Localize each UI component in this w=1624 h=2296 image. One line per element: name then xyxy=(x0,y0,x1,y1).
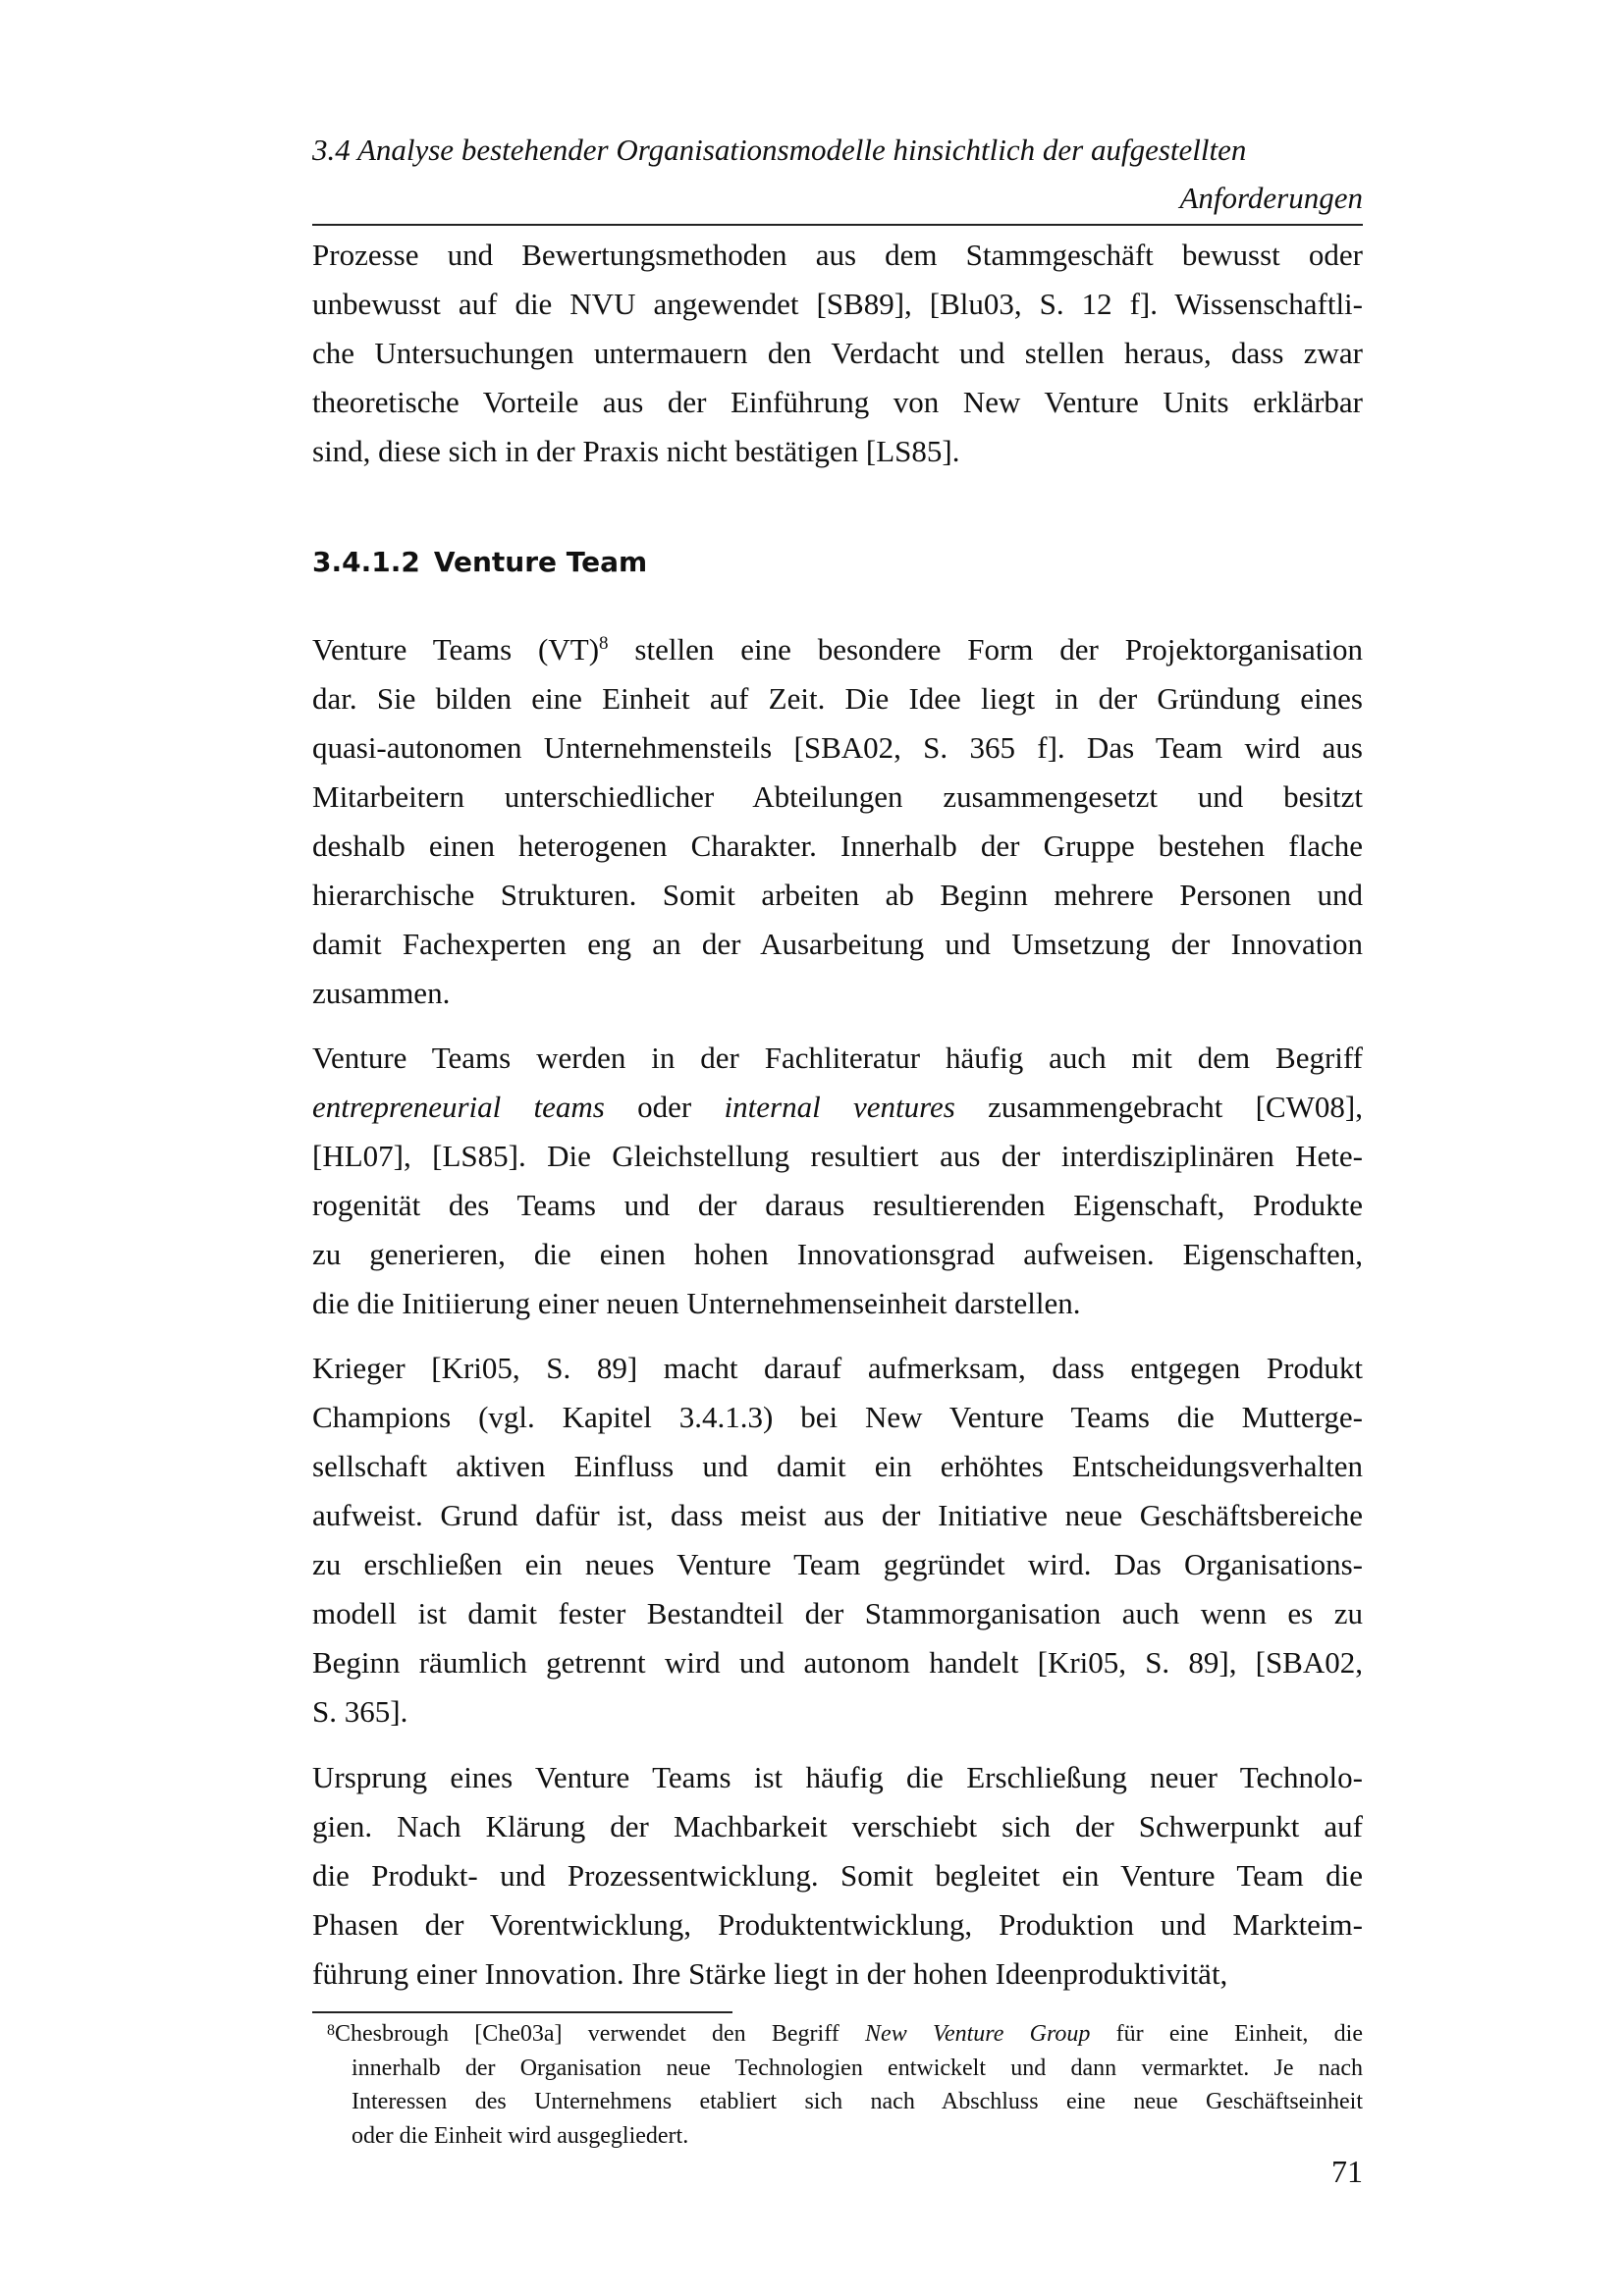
running-header-line: 3.4 Analyse bestehender Organisationsmodelle hinsichtlich der aufgestellten xyxy=(312,133,1247,167)
text-run: gien. Nach Klärung der Machbarkeit verschiebt sich der Schwerpunkt auf xyxy=(312,1809,1363,1843)
text-run: Chesbrough [Che03a] verwendet den Begriff xyxy=(335,2021,866,2047)
text-line xyxy=(312,231,1363,280)
text-line xyxy=(312,280,1363,329)
text-run: Krieger [Kri05, S. 89] macht darauf aufmerksam, dass entgegen Produkt xyxy=(312,1351,1363,1385)
footnote xyxy=(327,2017,1363,2153)
footnote-rule xyxy=(312,2011,732,2013)
text-line xyxy=(312,378,1363,427)
text-run: modell ist damit fester Bestandteil der Stammorganisation auch wenn es zu xyxy=(312,1596,1363,1630)
text-run: damit Fachexperten eng an der Ausarbeitung und Umsetzung der Innovation xyxy=(312,927,1363,961)
text-line xyxy=(312,1132,1363,1181)
header-rule xyxy=(312,224,1363,226)
footnote-line xyxy=(352,2085,1363,2119)
footnote-line xyxy=(327,2017,1363,2052)
text-line xyxy=(312,329,1363,378)
emphasis-text: entrepreneurial teams xyxy=(312,1090,605,1124)
section-title: Venture Team xyxy=(433,546,648,578)
text-run: Beginn räumlich getrennt wird und autonom handelt [Kri05, S. 89], [SBA02, xyxy=(312,1645,1363,1680)
text-line xyxy=(312,1393,1363,1442)
text-run: [HL07], [LS85]. Die Gleichstellung resultiert aus der interdisziplinären Hete- xyxy=(312,1139,1363,1173)
text-line xyxy=(312,822,1363,871)
text-run: Venture Teams werden in der Fachliteratur häufig auch mit dem Begriff xyxy=(312,1041,1363,1075)
text-line xyxy=(312,1589,1363,1638)
text-line xyxy=(312,1034,1363,1083)
text-line xyxy=(312,1344,1363,1393)
text-line xyxy=(312,674,1363,723)
text-line xyxy=(312,1638,1363,1687)
text-line xyxy=(312,969,1363,1018)
text-line xyxy=(312,1851,1363,1900)
text-line xyxy=(312,773,1363,822)
section-heading xyxy=(312,540,647,585)
text-run: Interessen des Unternehmens etabliert sich nach Abschluss eine neue Geschäftseinheit xyxy=(352,2089,1363,2114)
running-header xyxy=(312,126,1363,222)
text-run: zusammen. xyxy=(312,976,451,1010)
text-line xyxy=(312,1687,1363,1736)
text-run: Prozesse und Bewertungsmethoden aus dem Stammgeschäft bewusst oder xyxy=(312,238,1363,272)
text-line xyxy=(312,920,1363,969)
text-run: zu generieren, die einen hohen Innovationsgrad aufweisen. Eigenschaften, xyxy=(312,1237,1363,1271)
text-run: aufweist. Grund dafür ist, dass meist aus der Initiative neue Geschäftsbereiche xyxy=(312,1498,1363,1532)
running-header-line: Anforderungen xyxy=(1179,181,1363,215)
footnote-marker: 8 xyxy=(599,633,609,654)
text-line xyxy=(312,1279,1363,1328)
text-run: oder xyxy=(604,1090,725,1124)
text-line xyxy=(312,723,1363,773)
text-run: sellschaft aktiven Einfluss und damit ein erhöhtes Entscheidungsverhalten xyxy=(312,1449,1363,1483)
text-run: Champions (vgl. Kapitel 3.4.1.3) bei New Venture Teams die Mutterge- xyxy=(312,1400,1363,1434)
text-run: innerhalb der Organisation neue Technologien entwickelt und dann vermarktet. Je nach xyxy=(352,2055,1363,2081)
footnote-line xyxy=(352,2119,1363,2154)
text-run: die die Initiierung einer neuen Unternehmenseinheit darstellen. xyxy=(312,1286,1081,1320)
text-line xyxy=(312,625,1363,674)
emphasis-text: internal ventures xyxy=(724,1090,955,1124)
text-run: Ursprung eines Venture Teams ist häufig die Erschließung neuer Technolo- xyxy=(312,1760,1363,1794)
paragraph xyxy=(312,231,1363,476)
text-run: rogenität des Teams und der daraus resultierenden Eigenschaft, Produkte xyxy=(312,1188,1363,1222)
text-line xyxy=(312,1230,1363,1279)
text-line xyxy=(312,1083,1363,1132)
text-run: zusammengebracht [CW08], xyxy=(954,1090,1363,1124)
text-line xyxy=(312,1753,1363,1802)
text-run: che Untersuchungen untermauern den Verdacht und stellen heraus, dass zwar xyxy=(312,336,1363,370)
text-run: deshalb einen heterogenen Charakter. Innerhalb der Gruppe bestehen flache xyxy=(312,828,1363,863)
text-line xyxy=(312,1181,1363,1230)
text-line xyxy=(312,1949,1363,1999)
text-line xyxy=(312,1540,1363,1589)
text-run: die Produkt- und Prozessentwicklung. Somit begleitet ein Venture Team die xyxy=(312,1858,1363,1893)
text-run: dar. Sie bilden eine Einheit auf Zeit. Die Idee liegt in der Gründung eines xyxy=(312,681,1363,716)
text-run: quasi-autonomen Unternehmensteils [SBA02, S. 365 f]. Das Team wird aus xyxy=(312,730,1363,765)
text-run: führung einer Innovation. Ihre Stärke liegt in der hohen Ideenproduktivität, xyxy=(312,1956,1228,1991)
text-run: sind, diese sich in der Praxis nicht bestätigen [LS85]. xyxy=(312,434,960,468)
text-line xyxy=(312,1491,1363,1540)
text-run: zu erschließen ein neues Venture Team gegründet wird. Das Organisations- xyxy=(312,1547,1363,1581)
text-run: stellen eine besondere Form der Projektorganisation xyxy=(608,632,1363,667)
paragraph xyxy=(312,1753,1363,1999)
text-line xyxy=(312,1802,1363,1851)
text-run: Mitarbeitern unterschiedlicher Abteilungen zusammengesetzt und besitzt xyxy=(312,779,1363,814)
text-run: oder die Einheit wird ausgegliedert. xyxy=(352,2122,689,2149)
text-run: hierarchische Strukturen. Somit arbeiten ab Beginn mehrere Personen und xyxy=(312,878,1363,912)
text-line xyxy=(312,1900,1363,1949)
paragraph xyxy=(312,625,1363,1018)
text-line xyxy=(312,1442,1363,1491)
text-run: Venture Teams (VT) xyxy=(312,632,600,667)
footnote-line xyxy=(352,2052,1363,2086)
paragraph xyxy=(312,1034,1363,1328)
text-run: unbewusst auf die NVU angewendet [SB89], [Blu03, S. 12 f]. Wissenschaftli- xyxy=(312,287,1363,321)
footnote-marker: 8 xyxy=(327,2022,335,2039)
emphasis-text: New Venture Group xyxy=(865,2021,1091,2047)
page-number: 71 xyxy=(1331,2154,1363,2189)
text-run: für eine Einheit, die xyxy=(1090,2021,1364,2047)
text-run: theoretische Vorteile aus der Einführung von New Venture Units erklärbar xyxy=(312,385,1363,419)
paragraph xyxy=(312,1344,1363,1736)
section-number: 3.4.1.2 xyxy=(312,546,420,578)
text-line xyxy=(312,427,1363,476)
text-run: S. 365]. xyxy=(312,1694,408,1729)
text-run: Phasen der Vorentwicklung, Produktentwicklung, Produktion und Markteim- xyxy=(312,1907,1363,1942)
text-line xyxy=(312,871,1363,920)
